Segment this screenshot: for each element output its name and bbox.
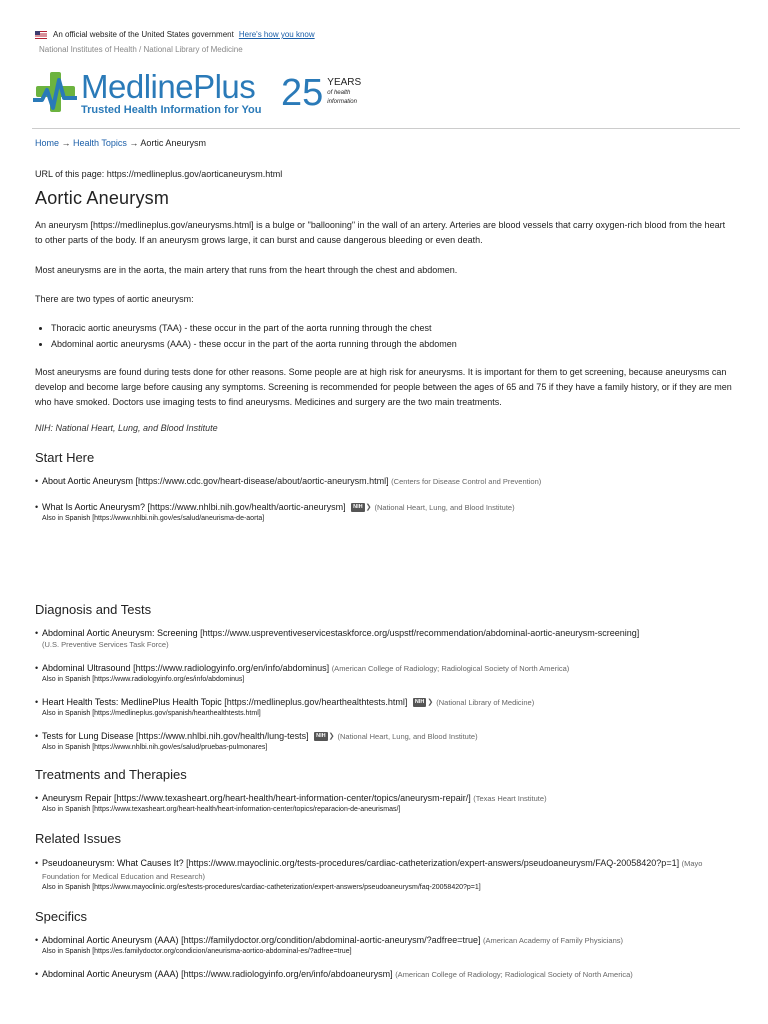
resource-link[interactable]: About Aortic Aneurysm [42,476,134,486]
list-item: • What Is Aortic Aneurysm? [https://www.nhlbi.nih.gov/health/aortic-aneurysm] NIH ❯ (National Heart, Lung, and Blood Institute) Also in Spanish [https://www.nhlbi.nih.gov/es/salud/aneurisma-de-aorta] [35,501,735,524]
aneurysm-link[interactable]: aneurysm [48,220,89,230]
section-heading-start-here: Start Here [35,450,95,465]
summary-paragraph-1: An aneurysm [https://medlineplus.gov/aneurysms.html] is a bulge or "ballooning" in the wall of an artery. Arteries are blood vessels that carry oxygen-rich blood from the heart to other parts of the body. If an aneurysm grows large, it can burst and cause dangerous bleeding or even death. [35,220,726,245]
header-divider [32,128,740,129]
25-years-badge [281,74,361,112]
summary-paragraph-4: Most aneurysms are found during tests done for other reasons. Some people are at high risk for aneurysms. It is important for them to get screening, because aneurysms can develop and become large before causing any symptoms. Screening is recommended for people between the ages of 65 and 75 if they have a family history, or if they are men who have smoked. Doctors use imaging tests to find aneurysms. Medicines and surgery are the two main treatments. [35,367,732,407]
list-item: • Thoracic aortic aneurysms (TAA) - these occur in the part of the aorta running through the chest [51,320,735,336]
list-item: • Heart Health Tests: MedlinePlus Health Topic [https://medlineplus.gov/hearthealthtests.html] NIH ❯ (National Library of Medicine) Also in Spanish [https://medlineplus.gov/spanish/hearthealthtests.html] [35,696,735,719]
resource-link[interactable]: Abdominal Aortic Aneurysm (AAA) [42,935,179,945]
nih-nlm-line: National Institutes of Health / National Library of Medicine [39,45,243,54]
breadcrumb-current: Aortic Aneurysm [140,138,206,148]
chevron-right-icon: ❯ [365,503,372,511]
diagnosis-list [35,627,735,753]
section-heading-specifics: Specifics [35,909,88,924]
list-item: • Aneurysm Repair [https://www.texasheart.org/heart-health/heart-information-center/topics/aneurysm-repair/] (Texas Heart Institute) Also in Spanish [https://www.texasheart.org/heart-health/heart-information-center/topics/reparacion-de-aneurismas/] [35,792,735,815]
section-heading-treatments: Treatments and Therapies [35,767,187,782]
list-item: • About Aortic Aneurysm [https://www.cdc.gov/heart-disease/about/aortic-aneurysm.html] (Centers for Disease Control and Prevention) [35,475,735,488]
resource-link[interactable]: Pseudoaneurysm: What Causes It? [42,858,184,868]
summary-paragraph-2: Most aneurysms are in the aorta, the main artery that runs from the heart through the chest and abdomen. [35,265,458,275]
list-item: • Tests for Lung Disease [https://www.nhlbi.nih.gov/health/lung-tests] NIH ❯ (National Heart, Lung, and Blood Institute) Also in Spanish [https://www.nhlbi.nih.gov/es/salud/pruebas-pulmonares] [35,730,735,753]
summary-paragraph-3: There are two types of aortic aneurysm: [35,294,194,304]
spanish-link[interactable]: Spanish [64,948,91,955]
anniversary-years: YEARS [327,77,362,88]
nih-badge-icon: NIH [414,699,425,706]
gov-banner [35,30,315,39]
breadcrumb [35,138,735,148]
spanish-link[interactable]: Spanish [64,515,91,522]
related-list [35,857,735,893]
breadcrumb-sep: → [59,138,74,148]
treatments-list [35,792,735,815]
resource-link[interactable]: What Is Aortic Aneurysm? [42,502,146,512]
spanish-link[interactable]: Spanish [64,676,91,683]
list-item: • Abdominal Aortic Aneurysm (AAA) [https://familydoctor.org/condition/abdominal-aortic-aneurysm/?adfree=true] (American Academy of Family Physicians) Also in Spanish [https://es.familydoctor.org/condicion/aneurisma-aortico-abdominal-es/?adfree=true] [35,934,735,957]
spanish-link[interactable]: Spanish [64,806,91,813]
spanish-link[interactable]: Spanish [64,744,91,751]
medlineplus-logo-icon [33,70,77,114]
list-item: • Abdominal Aortic Aneurysm (AAA) [https://www.radiologyinfo.org/en/info/abdoaneurysm] (American College of Radiology; Radiological Society of North America) [35,968,735,981]
summary-source: NIH: National Heart, Lung, and Blood Institute [35,423,218,433]
breadcrumb-home[interactable]: Home [35,138,60,148]
page-title: Aortic Aneurysm [35,188,170,208]
gov-banner-text: An official website of the United States government [53,30,234,39]
page-url: URL of this page: https://medlineplus.gov/aorticaneurysm.html [35,169,283,179]
us-flag-icon [35,31,47,39]
anniversary-sub2: information [327,99,357,105]
anniversary-number: 25 [281,72,324,114]
heres-how-you-know-link[interactable]: Here's how you know [238,30,315,39]
start-here-list [35,475,735,524]
spanish-link[interactable]: Spanish [64,884,91,891]
breadcrumb-health-topics[interactable]: Health Topics [73,138,127,148]
resource-link[interactable]: Heart Health Tests: MedlinePlus Health Topic [42,697,222,707]
spanish-link[interactable]: Spanish [64,710,91,717]
resource-link[interactable]: Abdominal Aortic Aneurysm: Screening [42,628,198,638]
specifics-list [35,934,735,981]
logo-name: MedlinePlus [81,68,256,105]
medlineplus-logo[interactable] [33,70,262,116]
list-item: • Abdominal Aortic Aneurysm: Screening [https://www.uspreventiveservicestaskforce.org/uspstf/recommendation/abdominal-aortic-aneurysm-screening] (U.S. Preventive Services Task Force) [35,627,735,651]
section-heading-diagnosis: Diagnosis and Tests [35,602,152,617]
breadcrumb-sep: → [126,138,141,148]
resource-link[interactable]: Tests for Lung Disease [42,731,134,741]
resource-link[interactable]: Abdominal Aortic Aneurysm (AAA) [42,969,179,979]
list-item: • Abdominal aortic aneurysms (AAA) - these occur in the part of the aorta running through the abdomen [51,336,735,352]
resource-link[interactable]: Aneurysm Repair [42,793,112,803]
anniversary-sub1: of health [327,90,351,96]
resource-link[interactable]: Abdominal Ultrasound [42,663,131,673]
aneurysm-types-list [35,320,735,352]
nih-badge-icon: NIH [353,504,363,511]
section-heading-related: Related Issues [35,831,121,846]
logo-tagline: Trusted Health Information for You [81,104,262,116]
chevron-right-icon: ❯ [328,732,335,740]
list-item: • Abdominal Ultrasound [https://www.radiologyinfo.org/en/info/abdominus] (American College of Radiology; Radiological Society of North America) Also in Spanish [https://www.radiologyinfo.org/es/info/abdominus] [35,662,735,685]
chevron-right-icon: ❯ [427,698,434,706]
list-item: • Pseudoaneurysm: What Causes It? [https://www.mayoclinic.org/tests-procedures/cardiac-catheterization/expert-answers/pseudoaneurysm/FAQ-20058420?p=1] (Mayo Foundation for Medical Education and Research) Also in Spanish [https://www.mayoclinic.org/es/tests-procedures/cardiac-catheterization/expert-answers/pseudoaneurysm/faq-20058420?p=1] [35,857,735,893]
main-content [35,138,735,981]
nih-badge-icon: NIH [316,733,326,740]
